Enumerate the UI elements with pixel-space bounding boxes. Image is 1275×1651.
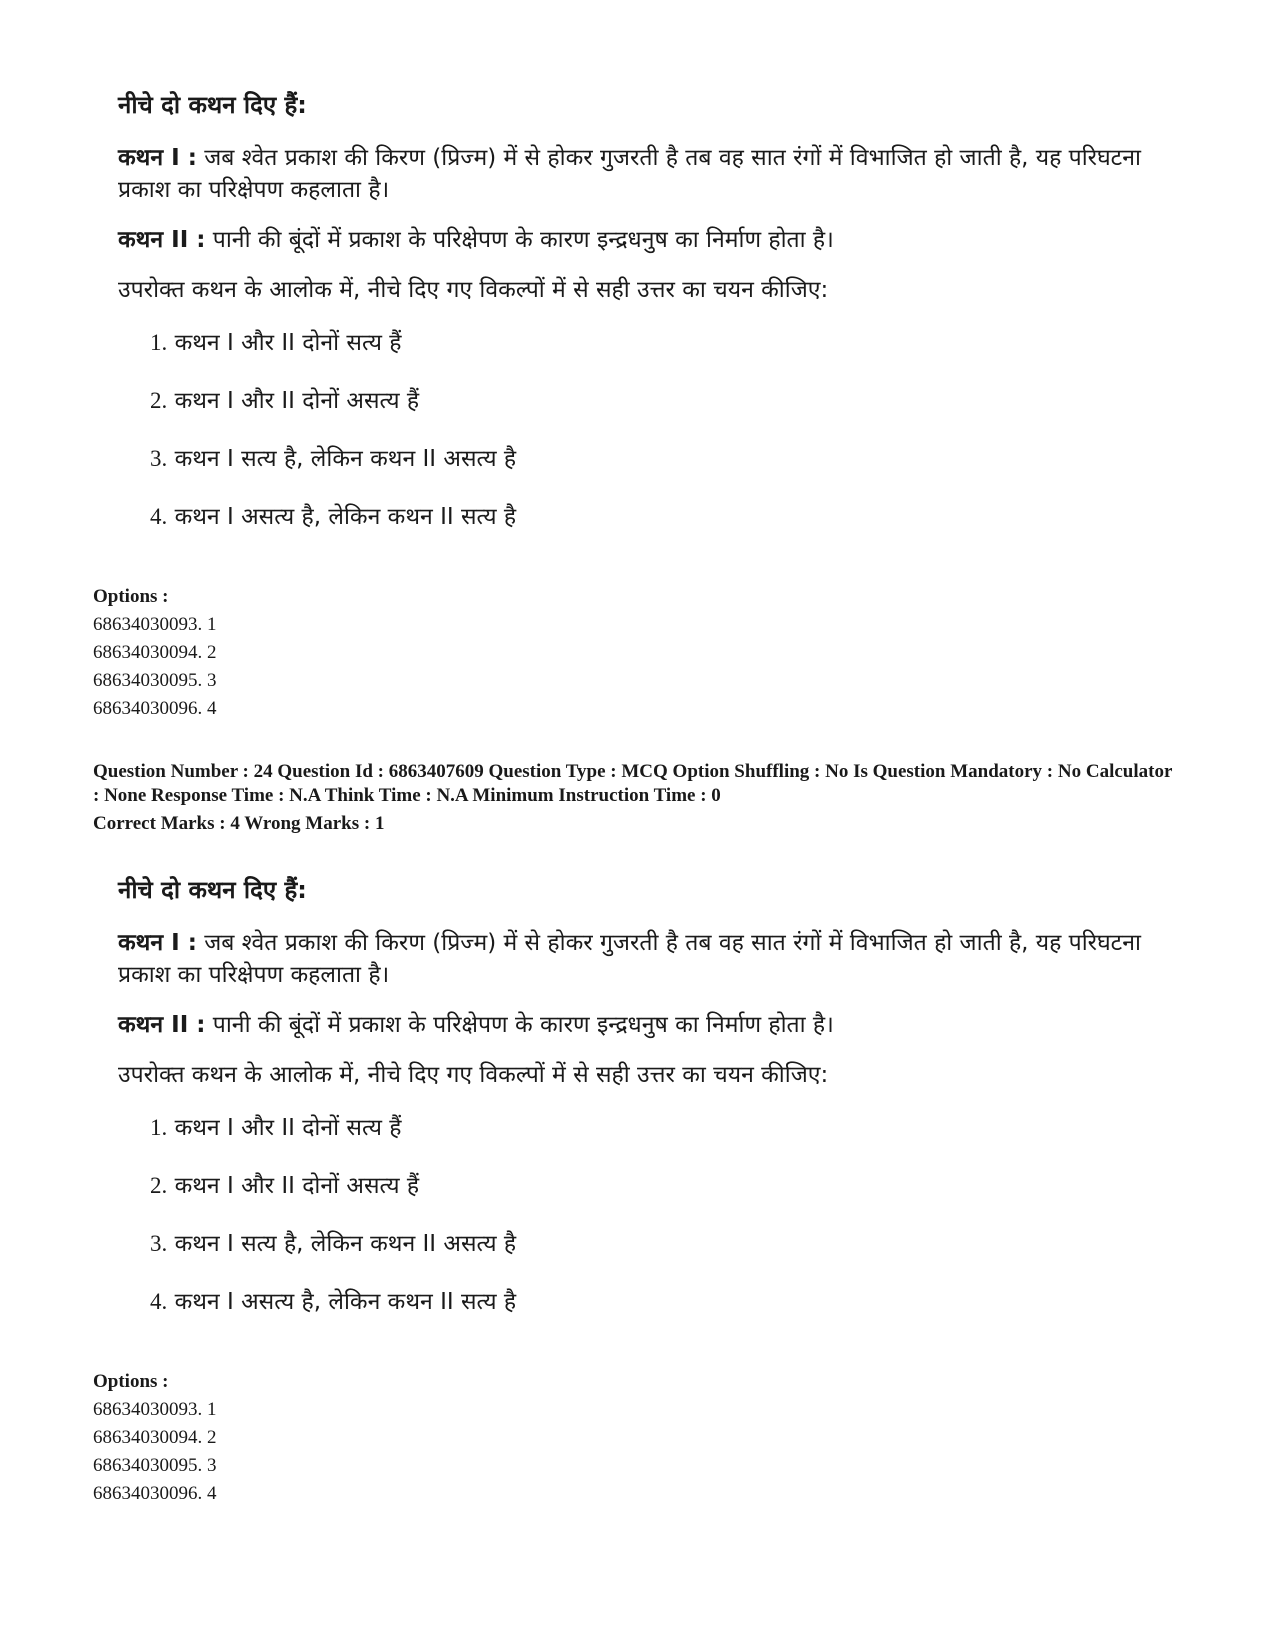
answer-choice	[150, 384, 1158, 442]
choice-number: 3.	[150, 446, 168, 471]
options-title: Options :	[93, 1371, 169, 1392]
choice-number: 4.	[150, 1289, 168, 1314]
answer-choice	[150, 1227, 1158, 1285]
marks-line: Correct Marks : 4 Wrong Marks : 1	[93, 813, 385, 834]
statement-1	[118, 142, 1158, 206]
question-heading: नीचे दो कथन दिए हैं:	[118, 91, 307, 119]
answer-choice	[150, 1111, 1158, 1169]
statement-2-label: कथन II :	[118, 1012, 206, 1038]
statement-2	[118, 1009, 1158, 1041]
statement-2-label: कथन II :	[118, 227, 206, 253]
answer-choices	[150, 1111, 1158, 1343]
choice-text: कथन I और II दोनों असत्य हैं	[174, 1173, 420, 1199]
option-line: 68634030096. 4	[93, 1483, 217, 1504]
options-title: Options :	[93, 586, 169, 607]
choice-number: 2.	[150, 388, 168, 413]
choice-text: कथन I सत्य है, लेकिन कथन II असत्य है	[174, 1231, 517, 1257]
choice-number: 1.	[150, 330, 168, 355]
options-list-1	[93, 583, 1193, 723]
choice-number: 1.	[150, 1115, 168, 1140]
statement-2-text: पानी की बूंदों में प्रकाश के परिक्षेपण के कारण इन्द्रधनुष का निर्माण होता है।	[205, 227, 834, 253]
question-info-line: Question Number : 24 Question Id : 6863407609 Question Type : MCQ Option Shuffling : No Is Question Mandatory : No Calculator : None Response Time : N.A Think Time : N.A Minimum Instruction Time : 0	[93, 761, 1173, 806]
answer-choice	[150, 442, 1158, 500]
answer-choices	[150, 326, 1158, 558]
choice-text: कथन I सत्य है, लेकिन कथन II असत्य है	[174, 446, 517, 472]
option-line: 68634030095. 3	[93, 670, 217, 691]
question-instruction: उपरोक्त कथन के आलोक में, नीचे दिए गए विकल्पों में से सही उत्तर का चयन कीजिए:	[118, 1062, 829, 1088]
answer-choice	[150, 326, 1158, 384]
answer-choice	[150, 1285, 1158, 1343]
choice-text: कथन I और II दोनों सत्य हैं	[174, 330, 402, 356]
answer-choice	[150, 500, 1158, 558]
question-metadata	[93, 760, 1183, 836]
question-instruction: उपरोक्त कथन के आलोक में, नीचे दिए गए विकल्पों में से सही उत्तर का चयन कीजिए:	[118, 277, 829, 303]
choice-number: 4.	[150, 504, 168, 529]
question-body-1	[118, 88, 1158, 558]
statement-2-text: पानी की बूंदों में प्रकाश के परिक्षेपण के कारण इन्द्रधनुष का निर्माण होता है।	[205, 1012, 834, 1038]
option-line: 68634030093. 1	[93, 1399, 217, 1420]
option-line: 68634030093. 1	[93, 614, 217, 635]
statement-1-text: जब श्वेत प्रकाश की किरण (प्रिज्म) में से होकर गुजरती है तब वह सात रंगों में विभाजित हो जाती है, यह परिघटना प्रकाश का परिक्षेपण कहलाता है।	[118, 930, 1141, 988]
choice-number: 2.	[150, 1173, 168, 1198]
choice-number: 3.	[150, 1231, 168, 1256]
choice-text: कथन I असत्य है, लेकिन कथन II सत्य है	[174, 504, 517, 530]
statement-2	[118, 224, 1158, 256]
statement-1-text: जब श्वेत प्रकाश की किरण (प्रिज्म) में से होकर गुजरती है तब वह सात रंगों में विभाजित हो जाती है, यह परिघटना प्रकाश का परिक्षेपण कहलाता है।	[118, 145, 1141, 203]
options-list-2	[93, 1368, 1193, 1508]
choice-text: कथन I और II दोनों असत्य हैं	[174, 388, 420, 414]
choice-text: कथन I और II दोनों सत्य हैं	[174, 1115, 402, 1141]
statement-1-label: कथन I :	[118, 145, 197, 171]
option-line: 68634030094. 2	[93, 642, 217, 663]
option-line: 68634030094. 2	[93, 1427, 217, 1448]
statement-1	[118, 927, 1158, 991]
option-line: 68634030095. 3	[93, 1455, 217, 1476]
question-heading: नीचे दो कथन दिए हैं:	[118, 876, 307, 904]
option-line: 68634030096. 4	[93, 698, 217, 719]
statement-1-label: कथन I :	[118, 930, 197, 956]
answer-choice	[150, 1169, 1158, 1227]
choice-text: कथन I असत्य है, लेकिन कथन II सत्य है	[174, 1289, 517, 1315]
question-body-2	[118, 873, 1158, 1343]
